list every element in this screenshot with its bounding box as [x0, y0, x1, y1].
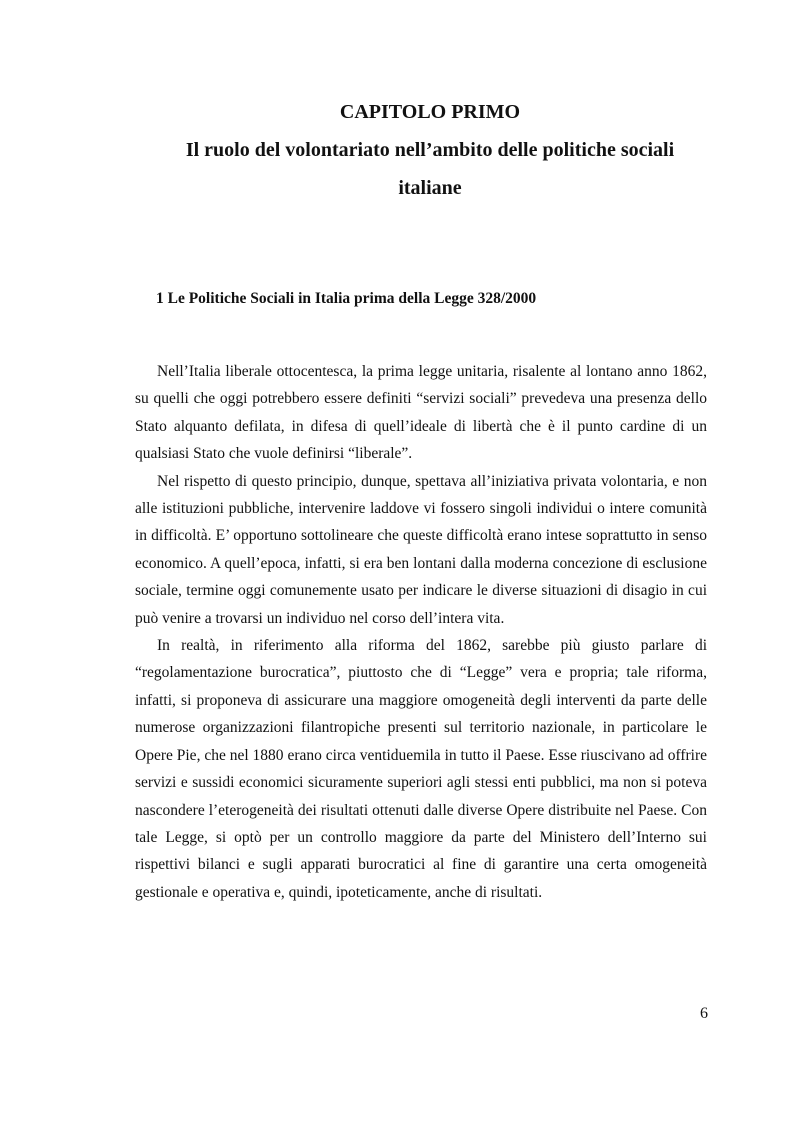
chapter-heading [130, 93, 730, 207]
chapter-title-line-1: Il ruolo del volontariato nell’ambito delle politiche sociali [185, 139, 675, 161]
page-number: 6 [700, 1005, 708, 1022]
paragraph: Nell’Italia liberale ottocentesca, la prima legge unitaria, risalente al lontano anno 1862, su quelli che oggi potrebbero essere definiti “servizi sociali” prevedeva una presenza dello Stato alquanto defilata, in difesa di quell’ideale di libertà che è il punto cardine di un qualsiasi Stato che vuole definirsi “liberale”. [135, 363, 707, 463]
paragraph: In realtà, in riferimento alla riforma del 1862, sarebbe più giusto parlare di “regolamentazione burocratica”, piuttosto che di “Legge” vera e propria; tale riforma, infatti, si proponeva di assicurare una maggiore omogeneità degli interventi da parte delle numerose organizzazioni filantropiche presenti sul territorio nazionale, in particolare le Opere Pie, che nel 1880 erano circa ventiduemila in tutto il Paese. Esse riuscivano ad offrire servizi e sussidi economici sicuramente superiori agli stessi enti pubblici, ma non si poteva nascondere l’eterogeneità dei risultati ottenuti dalle diverse Opere distribuite nel Paese. Con tale Legge, si optò per un controllo maggiore da parte del Ministero dell’Interno sui rispettivi bilanci e sugli apparati burocratici al fine di garantire una certa omogeneità gestionale e operativa e, quindi, ipoteticamente, anche di risultati. [135, 637, 707, 901]
chapter-title-line-2: italiane [398, 177, 462, 199]
chapter-label: CAPITOLO PRIMO [339, 101, 521, 123]
section-title: 1 Le Politiche Sociali in Italia prima della Legge 328/2000 [156, 290, 537, 307]
body-text [135, 358, 707, 906]
paragraph: Nel rispetto di questo principio, dunque, spettava all’iniziativa privata volontaria, e non alle istituzioni pubbliche, intervenire laddove vi fossero singoli individui o intere comunità in difficoltà. E’ opportuno sottolineare che queste difficoltà erano intese soprattutto in senso economico. A quell’epoca, infatti, si era ben lontani dalla moderna concezione di esclusione sociale, termine oggi comunemente usato per indicare le diverse situazioni di disagio in cui può venire a trovarsi un individuo nel corso dell’intera vita. [135, 472, 707, 627]
